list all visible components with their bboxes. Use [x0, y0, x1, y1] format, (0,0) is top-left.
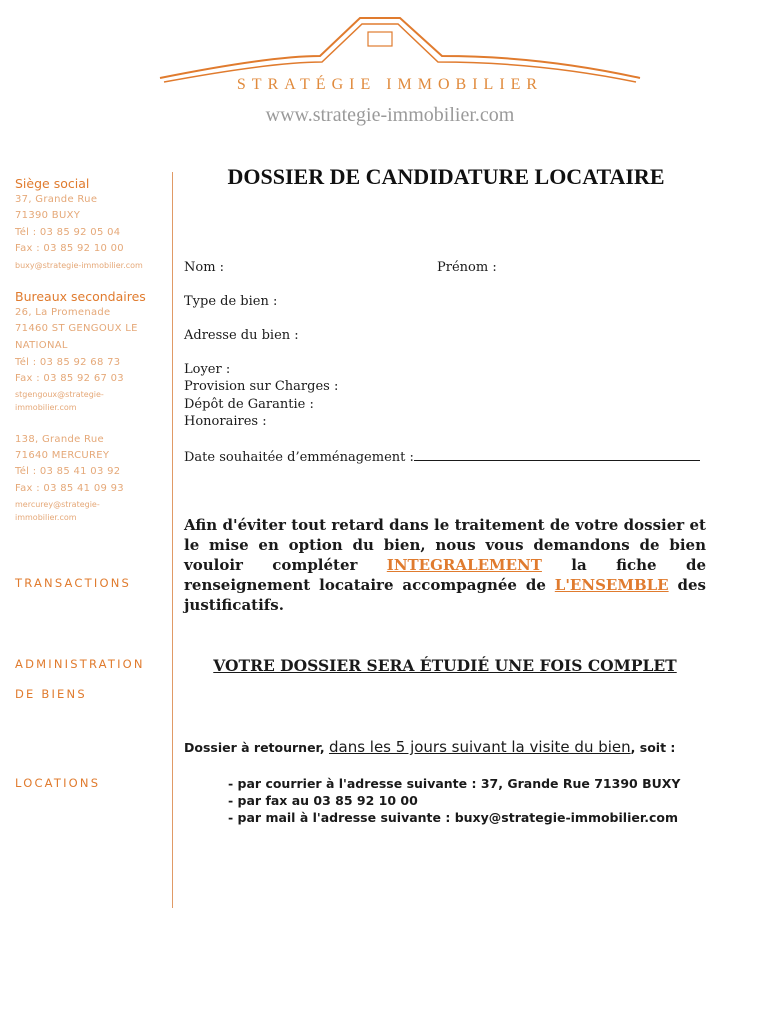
siege-line: Fax : 03 85 92 10 00 [15, 243, 124, 254]
website-url: www.strategie-immobilier.com [265, 104, 515, 126]
type-bien-label: Type de bien : [184, 294, 278, 309]
siege-email: buxy@strategie-immobilier.com [15, 261, 143, 270]
mercurey-line: 138, Grande Rue [15, 434, 104, 445]
secondaires-line: Tél : 03 85 92 68 73 [15, 357, 121, 368]
honoraires-label: Honoraires : [184, 414, 267, 429]
return-deadline: dans les 5 jours suivant la visite du bien [328, 738, 631, 756]
return-suffix: , soit : [630, 740, 676, 755]
siege-line: 37, Grande Rue [15, 194, 98, 205]
secondaires-email: immobilier.com [15, 403, 77, 412]
para-text: la fiche de renseignement locataire accompagnée de [184, 556, 706, 594]
siege-line: Tél : 03 85 92 05 04 [15, 227, 121, 238]
mercurey-line: Fax : 03 85 41 09 93 [15, 483, 124, 494]
depot-label: Dépôt de Garantie : [184, 397, 314, 412]
sidebar-divider [172, 172, 173, 908]
date-field [184, 448, 700, 465]
mercurey-email: mercurey@strategie- [15, 500, 100, 509]
para-text: Afin d'éviter tout retard dans le traitement de votre dossier et le mise en option du bien, nous vous demandons de bien vouloir compléter [184, 516, 706, 574]
return-instructions [184, 738, 724, 756]
mercurey-email: immobilier.com [15, 513, 77, 522]
para-emphasis: INTEGRALEMENT [386, 556, 542, 574]
provision-label: Provision sur Charges : [184, 379, 339, 394]
return-prefix: Dossier à retourner, [184, 740, 329, 755]
secondaires-line: Fax : 03 85 92 67 03 [15, 373, 124, 384]
instructions-paragraph [184, 515, 706, 615]
siege-heading: Siège social [15, 176, 90, 191]
secondaires-line: 71460 ST GENGOUX LE [15, 323, 138, 334]
date-label: Date souhaitée d’emménagement : [184, 450, 414, 465]
return-method-mail: - par courrier à l'adresse suivante : 37, Grande Rue 71390 BUXY [228, 776, 681, 791]
adresse-label: Adresse du bien : [184, 328, 299, 343]
prenom-label: Prénom : [437, 260, 497, 275]
nav-locations: LOCATIONS [15, 776, 101, 790]
para-text: des justificatifs. [184, 576, 706, 614]
logo-wordmark: STRATÉGIE IMMOBILIER [236, 76, 544, 93]
mercurey-line: 71640 MERCUREY [15, 450, 110, 461]
nom-label: Nom : [184, 260, 225, 275]
nav-administration: ADMINISTRATION [15, 657, 145, 671]
secondaires-line: NATIONAL [15, 340, 68, 351]
return-method-email: - par mail à l'adresse suivante : buxy@strategie-immobilier.com [228, 810, 678, 825]
loyer-label: Loyer : [184, 362, 231, 377]
siege-line: 71390 BUXY [15, 210, 81, 221]
secondaires-line: 26, La Promenade [15, 307, 111, 318]
nav-de-biens: DE BIENS [15, 687, 87, 701]
mercurey-line: Tél : 03 85 41 03 92 [15, 466, 121, 477]
secondaires-heading: Bureaux secondaires [15, 289, 146, 304]
para-emphasis: L'ENSEMBLE [554, 576, 669, 594]
date-blank-line [414, 448, 700, 461]
secondaires-email: stgengoux@strategie- [15, 390, 104, 399]
complete-notice: VOTRE DOSSIER SERA ÉTUDIÉ UNE FOIS COMPLET [213, 656, 677, 675]
return-method-fax: - par fax au 03 85 92 10 00 [228, 793, 418, 808]
nav-transactions: TRANSACTIONS [15, 576, 131, 590]
page-title: DOSSIER DE CANDIDATURE LOCATAIRE [227, 164, 665, 189]
